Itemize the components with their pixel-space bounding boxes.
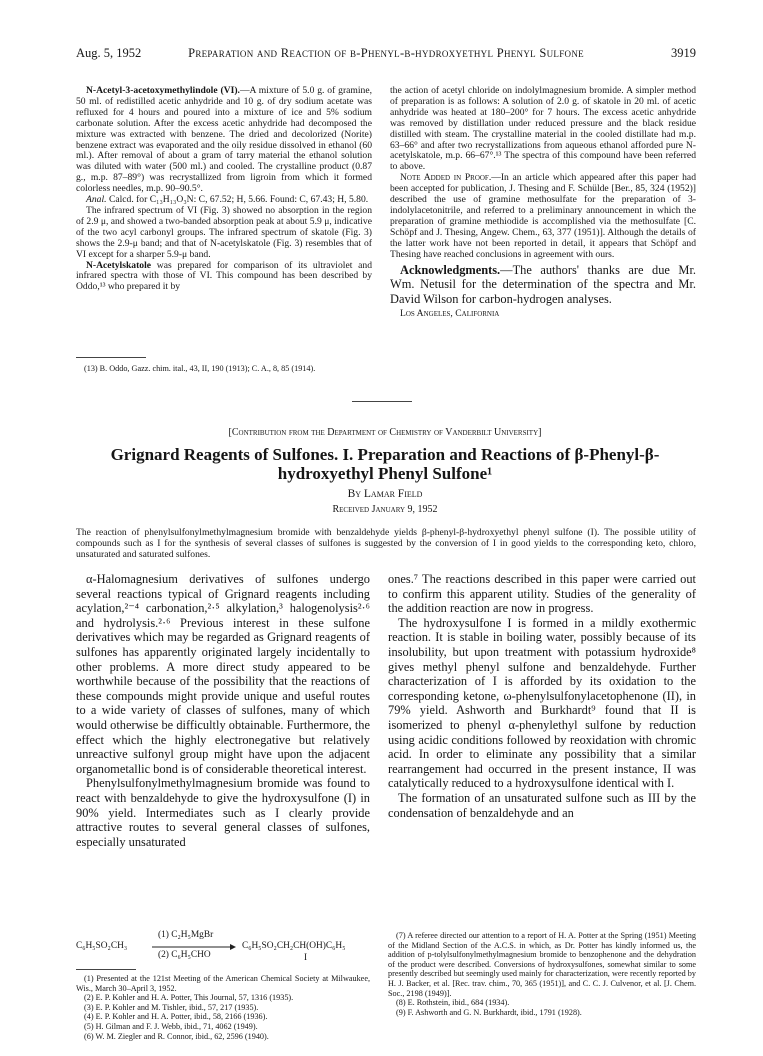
- header-running-title: Preparation and Reaction of β-Phenyl-β-hydroxyethyl Phenyl Sulfone: [188, 46, 584, 60]
- footnote-9: (9) F. Ashworth and G. N. Burkhardt, ibid., 1791 (1928).: [396, 1007, 582, 1017]
- experimental-paragraph-vi: —A mixture of 5.0 g. of gramine, 50 ml. of redistilled acetic anhydride and 10 g. of dry sodium acetate was refluxed for 4 hours and poured into a mixture of ice and 5% sodium carbonate solution. After the excess acetic anhydride had decomposed the mixture was extracted with benzene. The dried and decolorized (Norite) benzene extract was evaporated and the oily residue dissolved in ethanol (60 ml.). After removal of about a gram of tarry material the ethanol solution was diluted with water (500 ml.) and cooled. The crystalline product (0.87 g., m.p. 87–89°) was recrystallized from ligroin from which it formed colorless needles, m.p. 90–90.5°.: [76, 85, 372, 195]
- equation-product-label: I: [304, 953, 308, 963]
- author-location: Los Angeles, California: [400, 308, 500, 320]
- author-byline: By Lamar Field: [347, 488, 423, 500]
- footnote-4: (4) E. P. Kohler and H. A. Potter, ibid., 58, 2166 (1936).: [84, 1012, 268, 1022]
- equation-reagent-step2: (2) C₆H₅CHO: [158, 950, 211, 960]
- received-date: Received January 9, 1952: [332, 504, 438, 515]
- body-left-column: [76, 572, 370, 849]
- footnote-6: (6) W. M. Ziegler and R. Connor, ibid., 62, 2596 (1940).: [84, 1031, 269, 1041]
- hydroxysulfone-paragraph: The hydroxysulfone I is formed in a mildly exothermic reaction. It is stable in boiling water, possibly because of its insolubility, but upon treatment with potassium hydroxide⁸ gives methyl phenyl sulfone and benzaldehyde. Further characterization of I is afforded by its oxidation to the corresponding ketone, ω-phenylsulfonylacetophenone (II), in 79% yield. Ashworth and Burkhardt⁹ found that II is isomerized to phenyl α-phenylethyl sulfone by reduction using acidic conditions followed by reoxidation with chromic acid. In order to eliminate any possibility that a similar rearrangement had occurred in the present instance, II was catalytically reduced to a hydroxysulfone identical with I.: [388, 615, 696, 791]
- equation-reagent-step1: (1) C₂H₅MgBr: [158, 930, 214, 940]
- body-right-footnotes: [388, 931, 696, 1017]
- note-added-text: —In an article which appeared after this paper had been accepted for publication, J. Thesing and F. Schülde [Ber., 85, 324 (1952)] described the use of gramine methosulfate for the preparation of 3-indolylacetonitrile, and referred to a preliminary announcement in which the preparation of gramine methiodide is accomplished via the methosulfate [C. Schöpf and J. Thesing, Angew. Chem., 63, 377 (1951)]. Although the details of the latter work have not been reported in detail, it appears that Schöpf and Thesing have reached conclusions in agreement with ours.: [390, 172, 696, 260]
- acetylskatole-prep-paragraph: the action of acetyl chloride on indolylmagnesium bromide. A simpler method of preparation is as follows: A solution of 2.0 g. of skatole in 20 ml. of acetic anhydride was heated at 180–200° for 7 hours. The excess acetic anhydride was removed by distillation under reduced pressure and the black residue distilled with steam. The crystalline material in the cooled distillate had m.p. 63–66° and after two recrystallizations from aqueous ethanol afforded pure N-acetylskatole, m.p. 66–67°.¹³ The spectra of this compound have been referred to above.: [390, 85, 696, 173]
- footnote-5: (5) H. Gilman and F. J. Webb, ibid., 71, 4062 (1949).: [84, 1021, 258, 1031]
- reaction-paragraph: Phenylsulfonylmethylmagnesium bromide was found to react with benzaldehyde to give the hydroxysulfone (I) in 90% yield. Intermediates such as I clearly provide attractive routes to several general classes of sulfones, especially unsaturated: [76, 776, 370, 849]
- infrared-paragraph: The infrared spectrum of VI (Fig. 3) showed no absorption in the region of 2.9 μ, and showed a two-banded absorption peak at about 5.9 μ, indicative of the two acyl carbonyl groups. The infrared spectrum of skatole (Fig. 3) shows the 2.9-μ band; and that of N-acetylskatole (Fig. 3) resembles that of VI except for a sharper 5.9-μ band.: [76, 204, 372, 260]
- top-right-column: [390, 86, 696, 320]
- unsaturated-sulfone-paragraph: The formation of an unsaturated sulfone such as III by the condensation of benzaldehyde and an: [388, 790, 696, 820]
- compound-heading-acetylskatole: N-Acetylskatole: [86, 259, 152, 271]
- equation-reactant: C₆H₅SO₂CH₃: [76, 941, 128, 951]
- anal-results: Calcd. for C₁₃H₁₃O₃N: C, 67.52; H, 5.66. Found: C, 67.43; H, 5.80.: [108, 194, 369, 206]
- article-separator: [352, 401, 412, 402]
- top-left-column: [76, 86, 372, 293]
- acknowledgments-text: —The authors' thanks are due Mr. Wm. Netusil for the determination of the spectra and Mr. David Wilson for carbon-hydrogen analyses.: [390, 262, 696, 306]
- footnote-7: (7) A referee directed our attention to a report of H. A. Potter at the Spring (1951) Meeting of the Midland Section of the A.C.S. in which, as Dr. Potter has kindly informed us, the addition of p-tolylsulfonylmethylmagnesium bromide to benzophenone and the dehydration of the product were described. Conversions of hydroxysulfones, somewhat similar to some presently described but seemingly used mainly for characterization, were recently reported by H. J. Backer, et al. [Rec. trav. chim., 70, 365 (1951)], and C. C. J. Culvenor, et al. [J. Chem. Soc., 2198 (1949)].: [388, 931, 696, 998]
- continuation-paragraph: ones.⁷ The reactions described in this paper were carried out to confirm this apparent utility. Studies of the generality of the addition reaction are now in progress.: [388, 572, 696, 616]
- acknowledgments-heading: Acknowledgments.: [400, 262, 501, 277]
- header-date: Aug. 5, 1952: [76, 46, 142, 60]
- header-page-number: 3919: [671, 46, 696, 60]
- compound-heading-vi: N-Acetyl-3-acetoxymethylindole (VI).: [86, 85, 240, 96]
- reaction-equation: [76, 930, 366, 964]
- acetylskatole-paragraph: was prepared for comparison of its ultraviolet and infrared spectra with those of VI. This compound has been described by Oddo,¹³ who prepared it by: [76, 259, 372, 293]
- footnote-2: (2) E. P. Kohler and H. A. Potter, This Journal, 57, 1316 (1935).: [84, 993, 294, 1003]
- article-title: Grignard Reagents of Sulfones. I. Preparation and Reactions of β-Phenyl-β-hydroxyethyl Phenyl Sulfone¹: [110, 445, 660, 483]
- body-footnote-divider: [76, 969, 136, 970]
- footnote-divider: [76, 357, 146, 358]
- equation-product: C₆H₅SO₂CH₂CH(OH)C₆H₅: [242, 941, 346, 951]
- footnote-3: (3) E. P. Kohler and M. Tishler, ibid., 57, 217 (1935).: [84, 1002, 259, 1012]
- contribution-line: [Contribution from the Department of Chemistry of Vanderbilt University]: [228, 427, 542, 438]
- footnote-13: (13) B. Oddo, Gazz. chim. ital., 43, II, 190 (1913); C. A., 8, 85 (1914).: [84, 364, 316, 373]
- top-left-footnote: [76, 364, 372, 374]
- footnote-8: (8) E. Rothstein, ibid., 684 (1934).: [396, 998, 510, 1008]
- note-added-heading: Note Added in Proof.: [400, 172, 492, 184]
- reaction-arrow-icon: [152, 943, 236, 951]
- abstract: The reaction of phenylsulfonylmethylmagnesium bromide with benzaldehyde yields β-phenyl-β-hydroxyethyl phenyl sulfone (I). The possible utility of compounds such as I for the synthesis of several classes of sulfones is suggested by the conversion of I in good yields to the corresponding keto, chloro, unsaturated and saturated sulfones.: [76, 527, 696, 560]
- footnote-1: (1) Presented at the 121st Meeting of the American Chemical Society at Milwaukee, Wis., March 30–April 3, 1952.: [76, 974, 370, 993]
- body-left-footnotes: [76, 974, 370, 1041]
- anal-label: Anal.: [86, 194, 107, 206]
- running-header: [76, 46, 696, 62]
- intro-paragraph: α-Halomagnesium derivatives of sulfones undergo several reactions typical of Grignard reagents including acylation,²⁻⁴ carbonation,²·⁵ alkylation,³ halogenolysis²·⁶ and hydrolysis.²·⁶ Previous interest in these sulfone derivatives which may be regarded as Grignard reagents of sulfones has apparently originated largely incidentally to other problems. A more direct study appeared to be worthwhile because of the possibility that the reactions of these compounds might provide unique and useful routes to a wide variety of classes of sulfones, many of which would otherwise be difficultly obtainable. Furthermore, the effect which the highly electronegative but relatively unreactive sulfonyl group might have upon the adjacent organometallic bond is of considerable theoretical interest.: [76, 572, 370, 776]
- body-right-column: [388, 572, 696, 820]
